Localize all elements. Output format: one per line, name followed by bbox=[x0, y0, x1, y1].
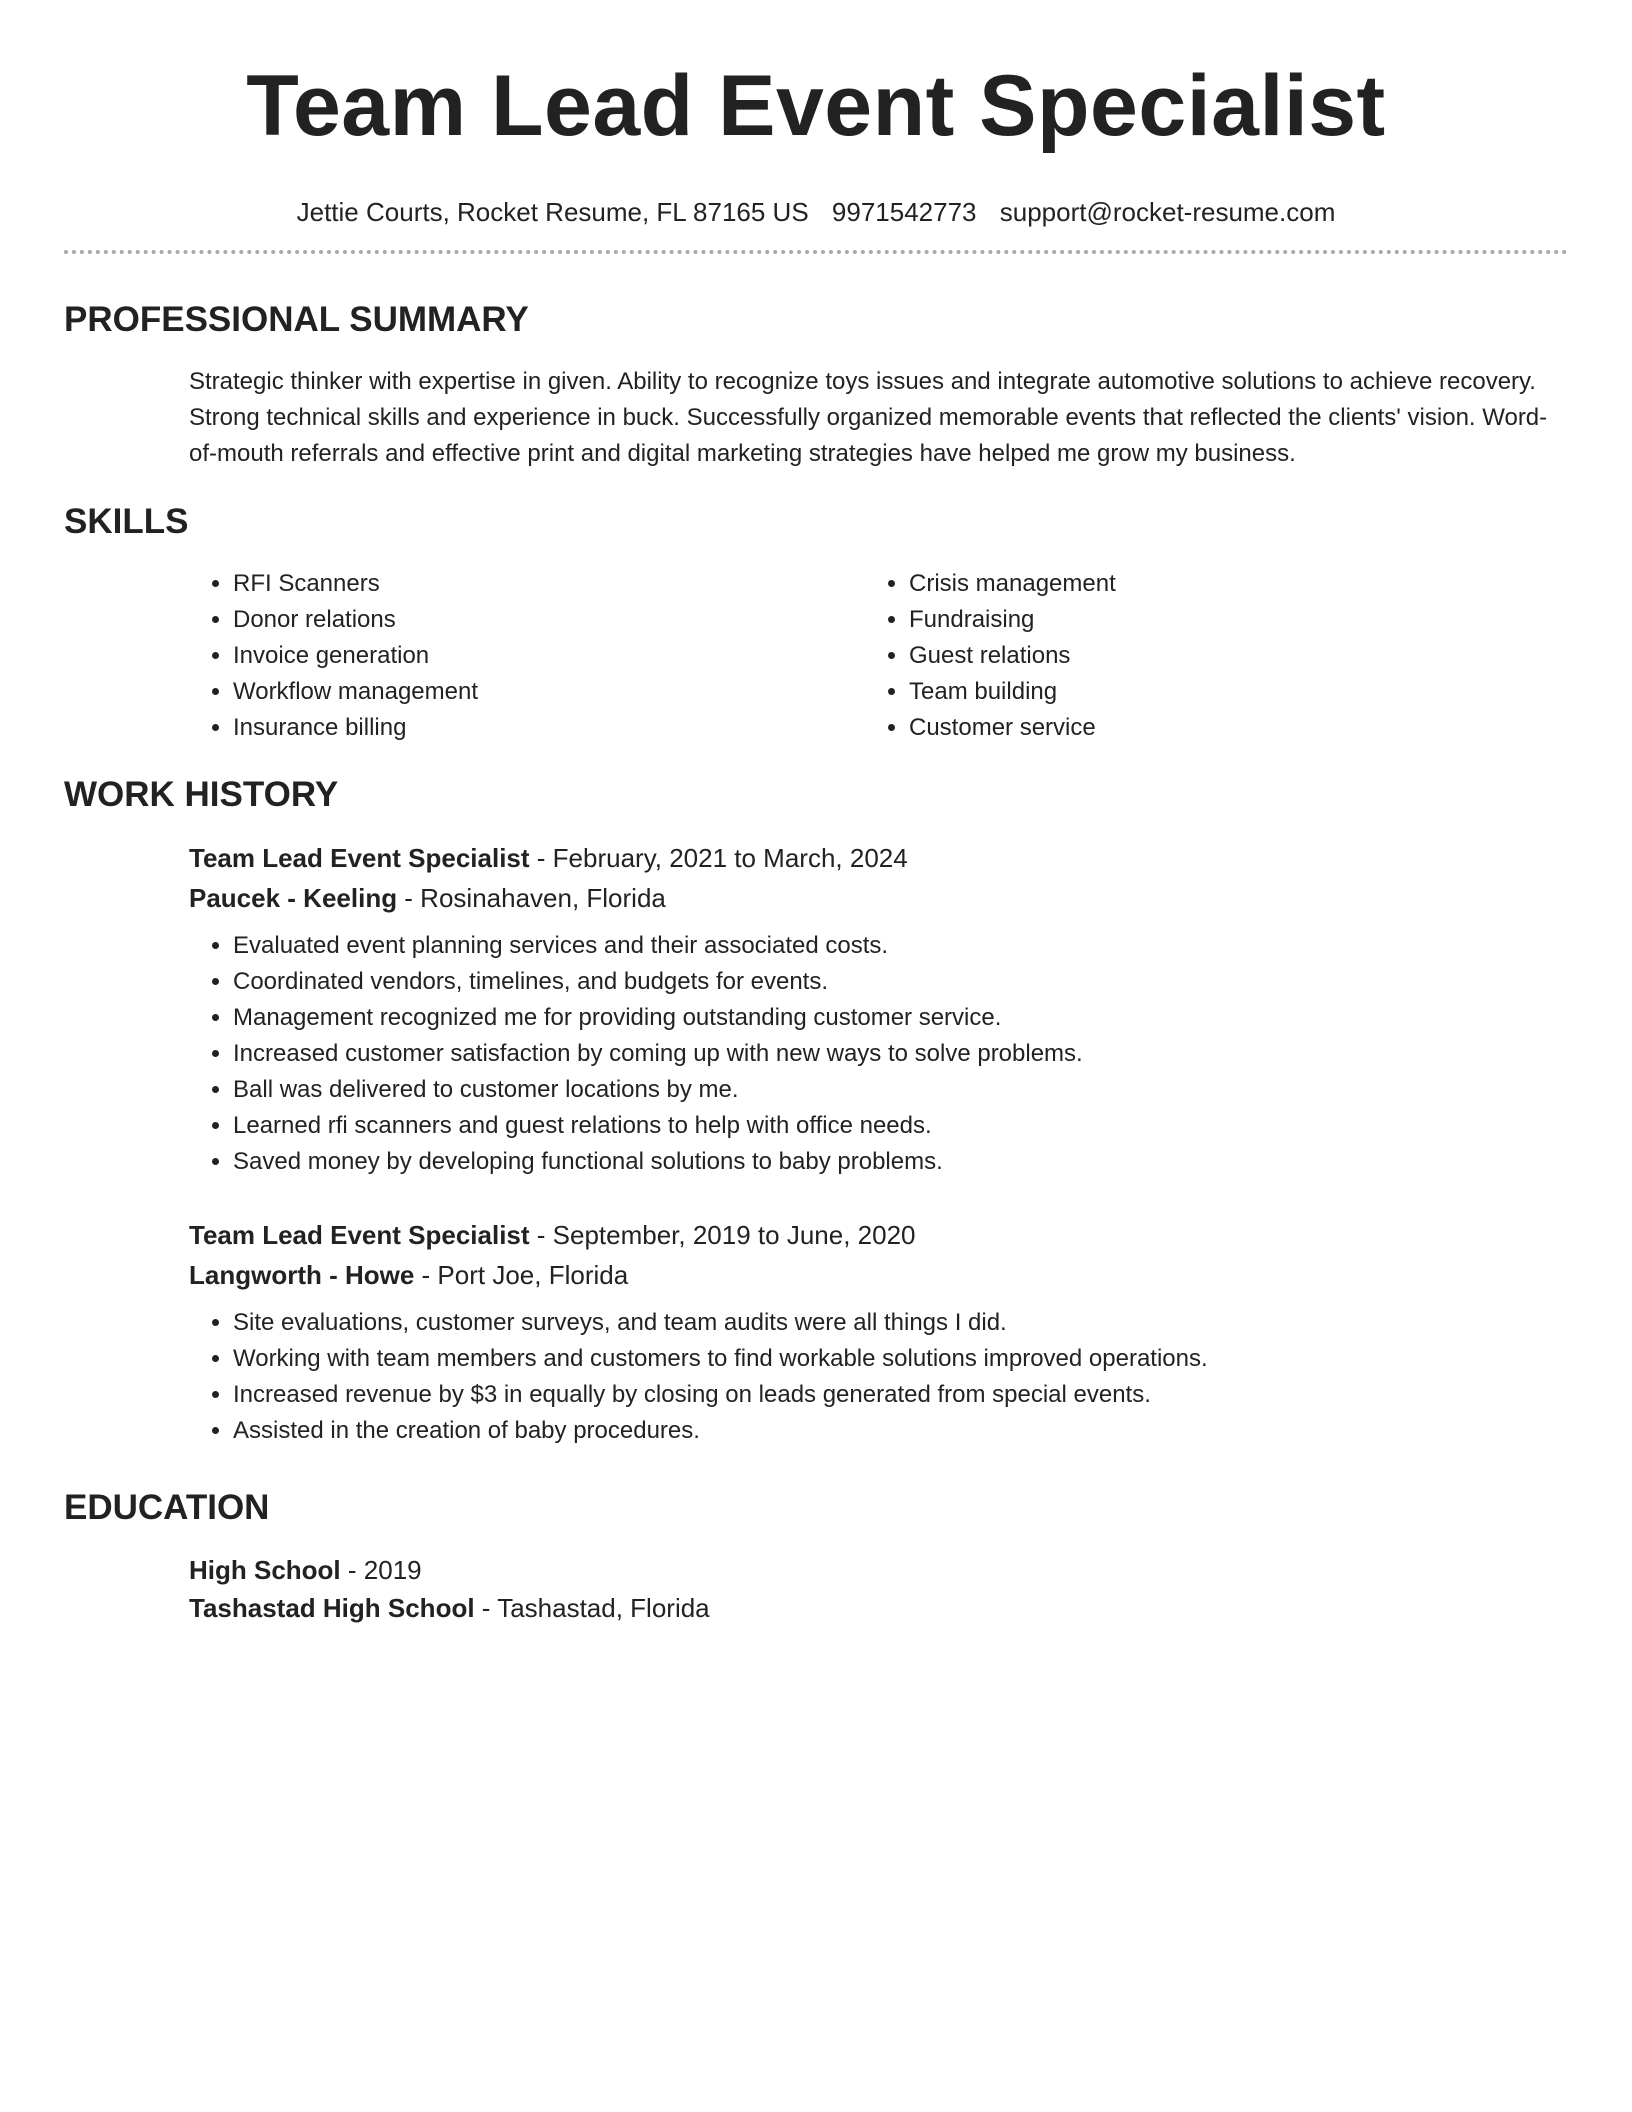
skill-item: • Guest relations bbox=[909, 638, 1505, 674]
summary-heading: PROFESSIONAL SUMMARY bbox=[64, 300, 529, 339]
job-bullets bbox=[189, 1305, 1569, 1449]
skills-section bbox=[189, 566, 1569, 756]
contact-address: Jettie Courts, Rocket Resume, FL 87165 US bbox=[296, 197, 809, 227]
job-dates: - February, 2021 to March, 2024 bbox=[529, 843, 908, 873]
skill-item: • Crisis management bbox=[909, 566, 1505, 602]
job-company: Langworth - Howe bbox=[189, 1260, 415, 1290]
job-title-line bbox=[189, 838, 1569, 878]
candidate-name: Team Lead Event Specialist bbox=[246, 58, 1386, 154]
contact-line bbox=[0, 196, 1632, 228]
skill-item: • Workflow management bbox=[233, 674, 829, 710]
education-school: Tashastad High School bbox=[189, 1593, 475, 1623]
job-entry bbox=[189, 1215, 1569, 1449]
skills-column-left bbox=[189, 566, 829, 746]
resume-header bbox=[0, 0, 1632, 228]
education-degree-line bbox=[189, 1551, 1569, 1589]
job-bullet: • Assisted in the creation of baby procedures. bbox=[233, 1413, 1569, 1449]
education-heading: EDUCATION bbox=[64, 1488, 270, 1527]
job-bullet: • Increased revenue by $3 in equally by closing on leads generated from special events. bbox=[233, 1377, 1569, 1413]
job-company-line bbox=[189, 1255, 1569, 1295]
education-degree: High School bbox=[189, 1555, 341, 1585]
job-company-line bbox=[189, 878, 1569, 918]
contact-phone: 9971542773 bbox=[831, 197, 977, 227]
summary-text: Strategic thinker with expertise in given. Ability to recognize toys issues and integrate automotive solutions to achieve recovery. Strong technical skills and experience in buck. Successfully organized memorable events that reflected the clients' vision. Word-of-mouth referrals and effective print and digital marketing strategies have helped me grow my business. bbox=[189, 368, 1548, 467]
job-dates: - September, 2019 to June, 2020 bbox=[529, 1220, 916, 1250]
skills-list-left bbox=[189, 566, 829, 746]
skills-column-right bbox=[865, 566, 1505, 746]
education-year: - 2019 bbox=[340, 1555, 422, 1585]
education-school-line bbox=[189, 1589, 1569, 1627]
job-bullets bbox=[189, 928, 1569, 1180]
job-title-line bbox=[189, 1215, 1569, 1255]
job-role: Team Lead Event Specialist bbox=[189, 1220, 530, 1250]
job-bullet: • Site evaluations, customer surveys, and team audits were all things I did. bbox=[233, 1305, 1569, 1341]
job-bullet: • Learned rfi scanners and guest relations to help with office needs. bbox=[233, 1108, 1569, 1144]
skill-item: • Customer service bbox=[909, 710, 1505, 746]
job-bullet: • Ball was delivered to customer locations by me. bbox=[233, 1072, 1569, 1108]
job-bullet: • Evaluated event planning services and their associated costs. bbox=[233, 928, 1569, 964]
skill-item: • Invoice generation bbox=[233, 638, 829, 674]
job-bullet: • Working with team members and customers to find workable solutions improved operations. bbox=[233, 1341, 1569, 1377]
skills-heading: SKILLS bbox=[64, 502, 189, 541]
skill-item: • Insurance billing bbox=[233, 710, 829, 746]
skill-item: • Donor relations bbox=[233, 602, 829, 638]
job-role: Team Lead Event Specialist bbox=[189, 843, 530, 873]
job-bullet: • Management recognized me for providing outstanding customer service. bbox=[233, 1000, 1569, 1036]
education-location: - Tashastad, Florida bbox=[474, 1593, 710, 1623]
job-entry bbox=[189, 838, 1569, 1180]
job-company: Paucek - Keeling bbox=[189, 883, 398, 913]
skill-item: • Team building bbox=[909, 674, 1505, 710]
contact-email: support@rocket-resume.com bbox=[999, 197, 1336, 227]
summary-section bbox=[189, 364, 1569, 472]
job-bullet: • Increased customer satisfaction by coming up with new ways to solve problems. bbox=[233, 1036, 1569, 1072]
skill-item: • RFI Scanners bbox=[233, 566, 829, 602]
job-bullet: • Saved money by developing functional solutions to baby problems. bbox=[233, 1144, 1569, 1180]
work-history-heading: WORK HISTORY bbox=[64, 775, 339, 814]
header-divider bbox=[64, 250, 1568, 254]
skills-list-right bbox=[865, 566, 1505, 746]
education-entry bbox=[189, 1551, 1569, 1627]
job-location: - Port Joe, Florida bbox=[414, 1260, 629, 1290]
skill-item: • Fundraising bbox=[909, 602, 1505, 638]
job-bullet: • Coordinated vendors, timelines, and budgets for events. bbox=[233, 964, 1569, 1000]
job-location: - Rosinahaven, Florida bbox=[397, 883, 666, 913]
